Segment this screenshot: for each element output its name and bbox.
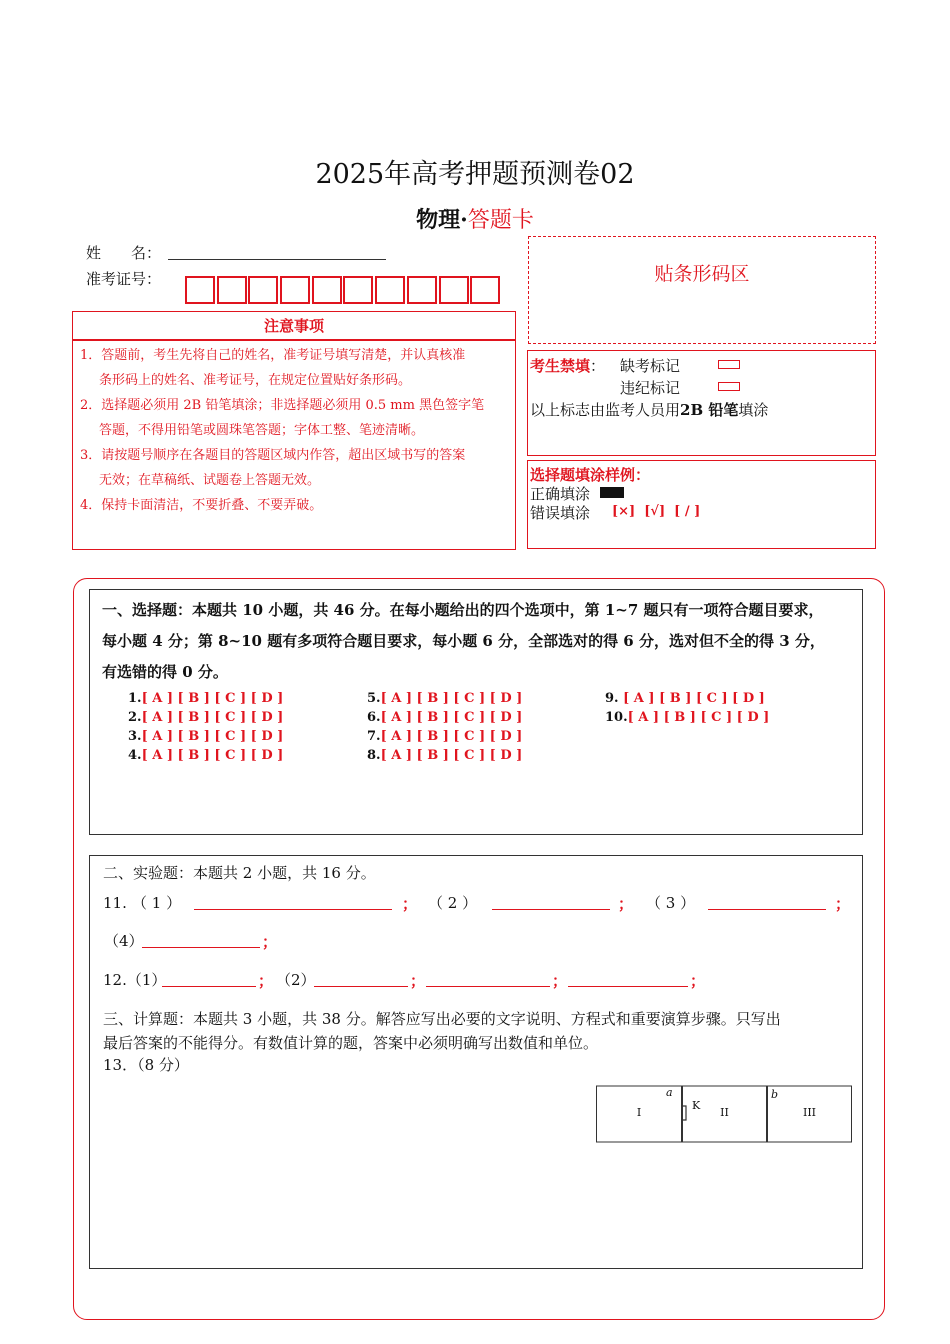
page-title: 2025年高考押题预测卷02 [315, 159, 635, 190]
sample-box [527, 460, 876, 549]
mc-question-5[interactable] [367, 689, 522, 708]
q12-part3-blank[interactable] [426, 972, 550, 987]
correct-label: 正确填涂 [530, 485, 591, 503]
q-number: 5. [367, 691, 381, 706]
q-number: 2. [128, 710, 142, 725]
notice-heading: 注意事项 [263, 317, 324, 335]
q-number: 7. [367, 729, 381, 744]
barcode-label: 贴条形码区 [654, 263, 750, 285]
semicolon: ； [835, 895, 851, 913]
q-number: 9. [605, 691, 624, 706]
mc-question-10[interactable] [605, 708, 769, 727]
q11-part1-blank[interactable] [194, 895, 392, 910]
forbidden-heading: 考生禁填 [530, 357, 591, 375]
q-number: 1. [128, 691, 142, 706]
id-label: 准考证号： [86, 270, 162, 288]
q12-number: 12.（1） [103, 971, 167, 989]
q11-part3-label: （ 3 ） [646, 894, 696, 912]
semicolon: ； [690, 972, 706, 990]
absent-mark[interactable] [718, 360, 740, 369]
semicolon: ； [258, 972, 274, 990]
notice-item-3: 3．请按题号顺序在各题目的答题区域内作答，超出区域书写的答案 [80, 448, 466, 463]
notice-item-2-cont: 答题，不得用铅笔或圆珠笔答题；字体工整、笔迹清晰。 [99, 423, 425, 438]
forbidden-note-pre: 以上标志由监考人员用 [530, 401, 681, 419]
calc-heading-line-2: 最后答案的不能得分。有数值计算的题，答案中必须明确写出数值和单位。 [103, 1034, 599, 1052]
label-k: K [692, 1099, 701, 1112]
id-digit-box[interactable] [217, 276, 247, 304]
mc-heading-line-2: 每小题 4 分；第 8~10 题有多项符合题目要求，每小题 6 分，全部选对的得 6 分，选对但不全的得 3 分， [102, 632, 825, 650]
q-options[interactable]: [ A ] [ B ] [ C ] [ D ] [380, 691, 523, 706]
q-options[interactable]: [ A ] [ B ] [ C ] [ D ] [141, 748, 284, 763]
mc-question-1[interactable] [128, 689, 283, 708]
q-number: 6. [367, 710, 381, 725]
mc-heading-line-1: 一、选择题：本题共 10 小题，共 46 分。在每小题给出的四个选项中，第 1~7 题只有一项符合题目要求， [102, 601, 824, 619]
forbidden-note [530, 399, 768, 420]
notice-item-3-cont: 无效；在草稿纸、试题卷上答题无效。 [99, 473, 321, 488]
forbidden-note-bold: 2B 铅笔 [680, 401, 739, 419]
q-options[interactable]: [ A ] [ B ] [ C ] [ D ] [141, 691, 284, 706]
violation-mark[interactable] [718, 382, 740, 391]
q13-label: 13．（8 分） [103, 1056, 189, 1074]
notice-box [72, 340, 516, 550]
q-number: 10. [605, 710, 628, 725]
semicolon: ； [618, 895, 634, 913]
notice-item-2: 2．选择题必须用 2B 铅笔填涂；非选择题必须用 0.5 mm 黑色签字笔 [80, 398, 485, 413]
semicolon: ； [262, 933, 278, 951]
q-number: 8. [367, 748, 381, 763]
subject-label: 物理· [416, 207, 468, 233]
forbidden-box [527, 350, 876, 456]
q12-part1-blank[interactable] [162, 972, 256, 987]
notice-item-4: 4．保持卡面清洁，不要折叠、不要弄破。 [80, 498, 323, 513]
mc-question-7[interactable] [367, 727, 522, 746]
wrong-marks-sample: [×] [√] [ / ] [612, 504, 701, 519]
mc-question-9[interactable] [605, 689, 769, 708]
q-options[interactable]: [ A ] [ B ] [ C ] [ D ] [380, 748, 523, 763]
calc-heading-line-1: 三、计算题：本题共 3 小题，共 38 分。解答应写出必要的文字说明、方程式和重要演算步骤。只写出 [103, 1010, 781, 1028]
id-digit-box[interactable] [248, 276, 278, 304]
mc-question-3[interactable] [128, 727, 283, 746]
mc-question-4[interactable] [128, 746, 283, 765]
mc-question-6[interactable] [367, 708, 522, 727]
label-a: a [666, 1086, 673, 1099]
q-options[interactable]: [ A ] [ B ] [ C ] [ D ] [141, 710, 284, 725]
name-field[interactable] [168, 258, 386, 260]
mc-question-2[interactable] [128, 708, 283, 727]
region-2: II [720, 1106, 729, 1119]
q-options[interactable]: [ A ] [ B ] [ C ] [ D ] [141, 729, 284, 744]
q-options[interactable]: [ A ] [ B ] [ C ] [ D ] [380, 729, 523, 744]
notice-item-1-cont: 条形码上的姓名、准考证号，在规定位置贴好条形码。 [99, 373, 412, 388]
forbidden-colon: ： [590, 357, 606, 375]
id-digit-box[interactable] [470, 276, 500, 304]
semicolon: ； [402, 895, 418, 913]
id-digit-box[interactable] [375, 276, 405, 304]
q11-part2-label: （ 2 ） [428, 894, 478, 912]
region-3: III [802, 1106, 817, 1119]
q-options[interactable]: [ A ] [ B ] [ C ] [ D ] [623, 691, 765, 706]
id-digit-box[interactable] [185, 276, 215, 304]
section-open-answers [89, 855, 863, 1269]
id-digit-box[interactable] [407, 276, 437, 304]
lab-heading: 二、实验题：本题共 2 小题，共 16 分。 [103, 864, 376, 882]
q13-diagram [596, 1084, 852, 1144]
semicolon: ； [410, 972, 426, 990]
id-digit-box[interactable] [312, 276, 342, 304]
q11-part4-blank[interactable] [142, 933, 260, 948]
q12-part4-blank[interactable] [568, 972, 688, 987]
id-digit-box[interactable] [439, 276, 469, 304]
forbidden-note-post: 填涂 [738, 401, 769, 419]
violation-label: 违纪标记 [620, 379, 681, 397]
semicolon: ； [552, 972, 568, 990]
q-number: 4. [128, 748, 142, 763]
filled-mark-sample [600, 487, 624, 498]
mc-heading-line-3: 有选错的得 0 分。 [102, 663, 228, 681]
page-subtitle [0, 203, 950, 234]
id-digit-box[interactable] [280, 276, 310, 304]
q11-part2-blank[interactable] [492, 895, 610, 910]
name-label: 姓 名： [86, 244, 162, 262]
q-options[interactable]: [ A ] [ B ] [ C ] [ D ] [380, 710, 523, 725]
mc-question-8[interactable] [367, 746, 522, 765]
notice-item-1: 1．答题前，考生先将自己的姓名，准考证号填写清楚，并认真核准 [80, 348, 466, 363]
q12-part2-blank[interactable] [314, 972, 408, 987]
q-number: 3. [128, 729, 142, 744]
q11-part3-blank[interactable] [708, 895, 826, 910]
notice-header-box [72, 311, 516, 340]
absent-label: 缺考标记 [620, 357, 681, 375]
id-number-boxes[interactable] [185, 276, 500, 304]
q12-part2-label: （2） [276, 971, 316, 989]
sample-heading: 选择题填涂样例： [530, 466, 651, 484]
section-multiple-choice [89, 589, 863, 835]
q11-part1-label: （ 1 ） [132, 894, 182, 912]
barcode-area [528, 236, 876, 344]
q11-part4-label: （4） [104, 932, 144, 950]
id-digit-box[interactable] [343, 276, 373, 304]
wrong-label: 错误填涂 [530, 504, 591, 522]
region-1: I [636, 1106, 642, 1119]
card-label: 答题卡 [467, 208, 534, 233]
label-b: b [771, 1088, 779, 1101]
q11-number: 11. [103, 894, 127, 912]
q-options[interactable]: [ A ] [ B ] [ C ] [ D ] [627, 710, 770, 725]
